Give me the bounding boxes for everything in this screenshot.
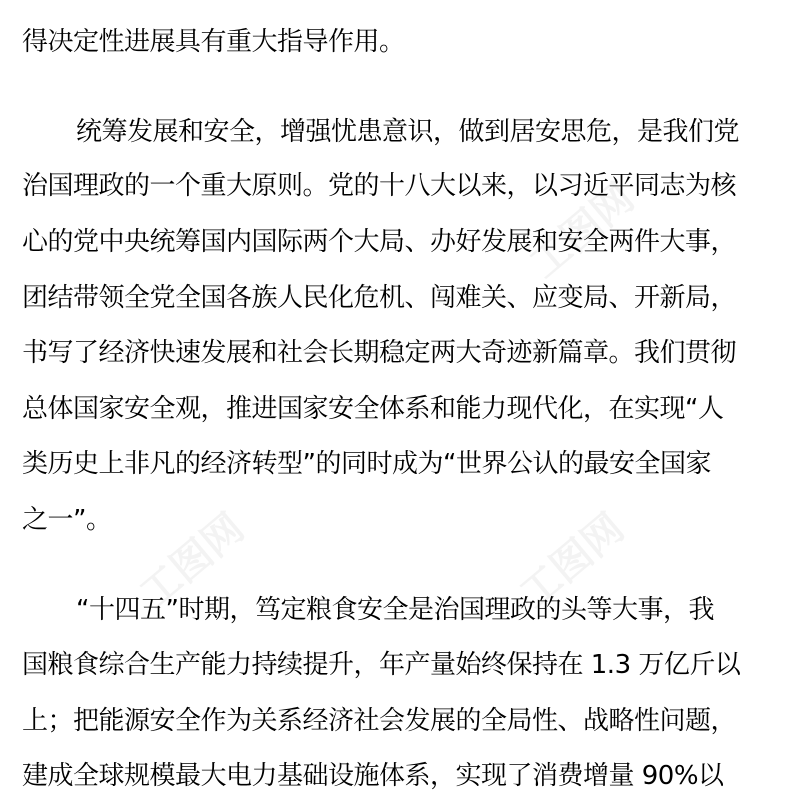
text-line: 心的党中央统筹国内国际两个大局、办好发展和安全两件大事，	[22, 227, 737, 257]
text-line: 书写了经济快速发展和社会长期稳定两大奇迹新篇章。我们贯彻	[22, 338, 737, 368]
watermark: 工图网	[131, 504, 253, 618]
text-line: “十四五”时期，笃定粮食安全是治国理政的头等大事，我	[76, 595, 714, 625]
text-line: 之一”。	[22, 505, 112, 535]
text-line: 上；把能源安全作为关系经济社会发展的全局性、战略性问题，	[22, 706, 737, 736]
text-line: 类历史上非凡的经济转型”的同时成为“世界公认的最安全国家	[22, 449, 711, 479]
text-line: 国粮食综合生产能力持续提升，年产量始终保持在 1.3 万亿斤以	[22, 650, 741, 680]
text-line: 团结带领全党全国各族人民化危机、闯难关、应变局、开新局，	[22, 283, 737, 313]
text-line: 总体国家安全观，推进国家安全体系和能力现代化，在实现“人	[22, 394, 724, 424]
text-line: 得决定性进展具有重大指导作用。	[22, 27, 405, 57]
text-line: 建成全球规模最大电力基础设施体系，实现了消费增量 90%以	[22, 761, 724, 791]
text-line: 统筹发展和安全，增强忧患意识，做到居安思危，是我们党	[76, 117, 740, 147]
watermark: 工图网	[521, 174, 643, 288]
watermark: 工图网	[511, 504, 633, 618]
text-line: 治国理政的一个重大原则。党的十八大以来，以习近平同志为核	[22, 171, 737, 201]
